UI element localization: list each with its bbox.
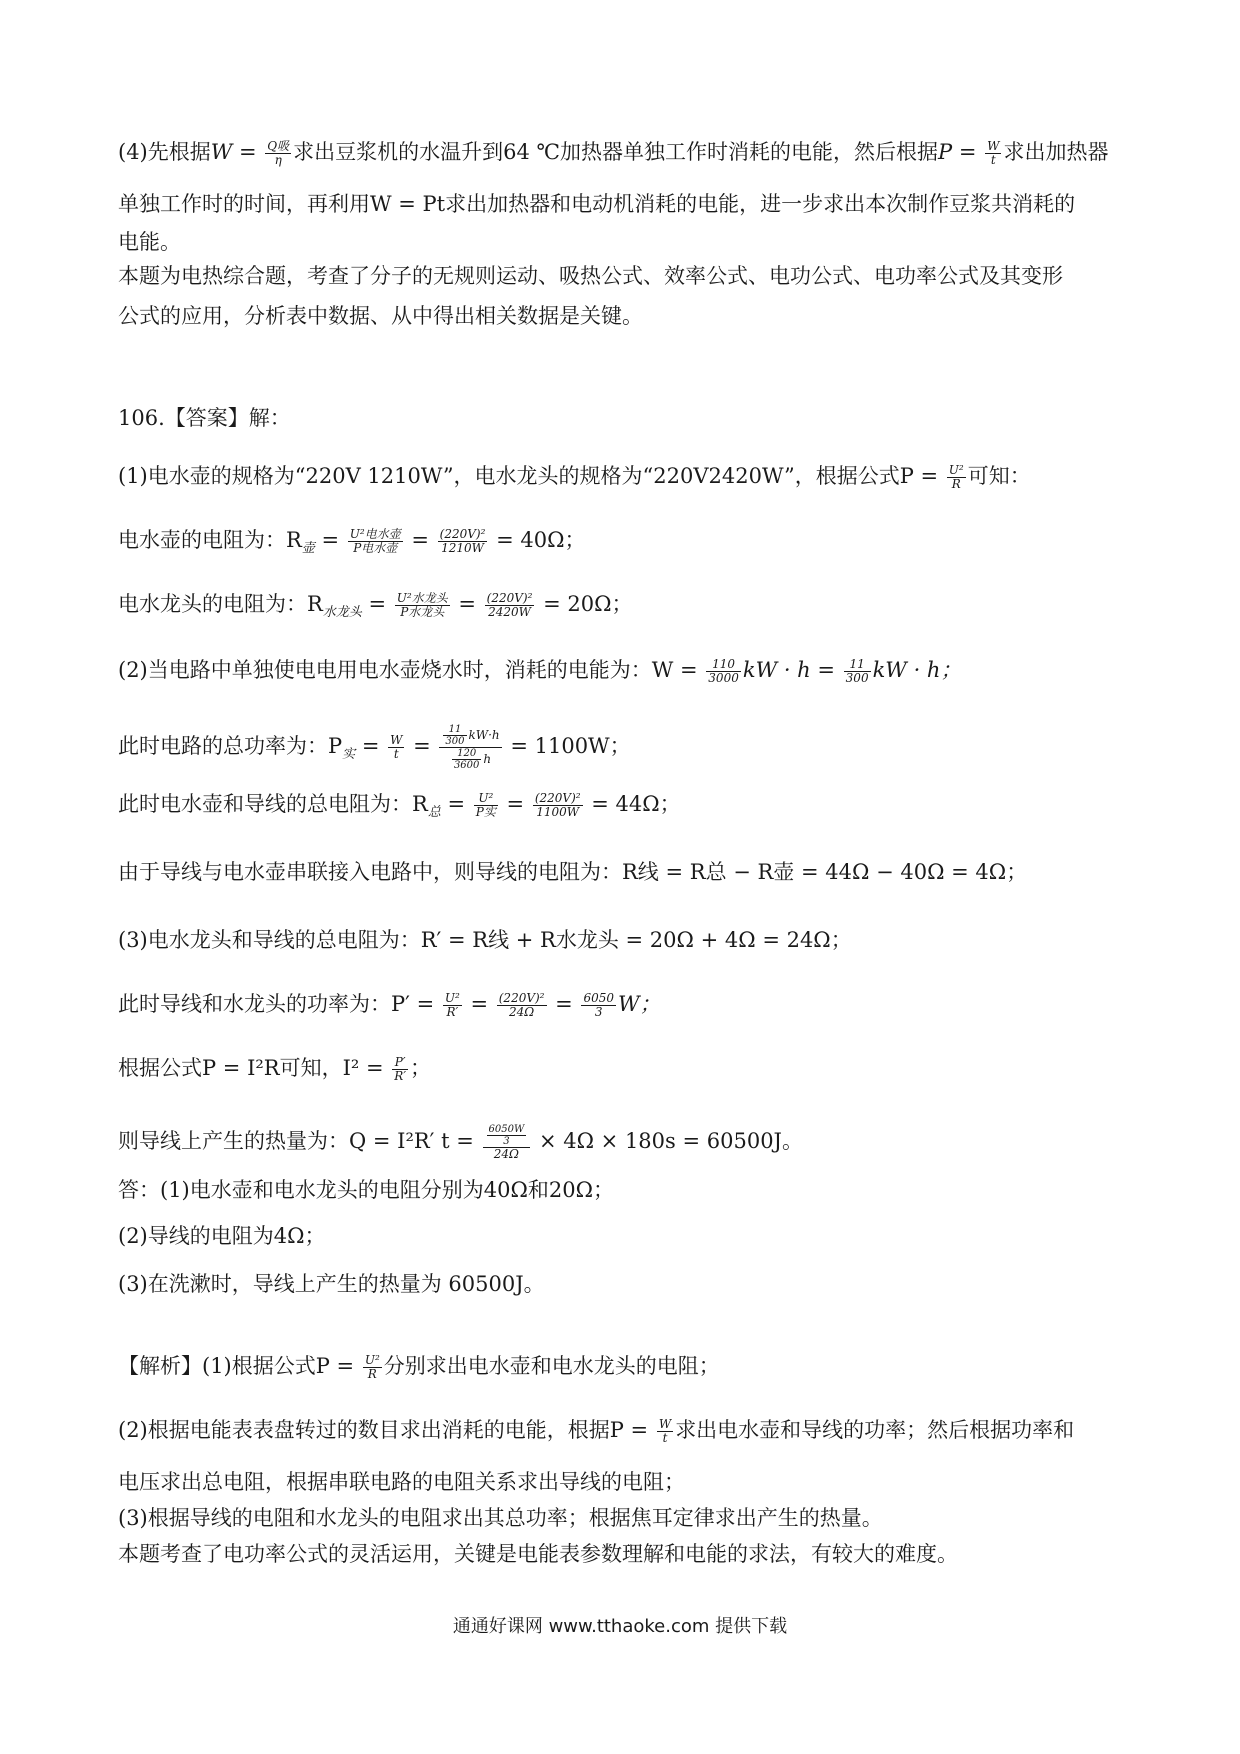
answer-conclusion-1: 答：(1)电水壶和电水龙头的电阻分别为40Ω和20Ω；: [118, 1178, 615, 1202]
answer-line8: (3)电水龙头和导线的总电阻为：R′ = R线 + R水龙头 = 20Ω + 4Ω = 24Ω；: [118, 928, 852, 952]
denominator: t: [990, 153, 996, 167]
para4-line3: 电能。: [118, 230, 181, 254]
text: 【解析】(1)根据公式P =: [118, 1354, 355, 1378]
numerator: U²: [474, 792, 498, 806]
text: = 40Ω；: [496, 528, 586, 552]
fraction: [443, 724, 466, 747]
answer-line4: [118, 656, 961, 685]
answer-line2: 电水壶的电阻为：$R_壶$ = $\frac{\text{U²电水壶}}{\text{P电水壶}}$ = $\frac{\text{(220V)²}}{1210W}$ = 40Ω；: [118, 527, 586, 557]
denominator: t: [393, 747, 399, 761]
numerator: 11: [844, 658, 871, 672]
subscript: 水龙头: [322, 605, 362, 621]
numerator: U²电水壶: [349, 527, 401, 541]
text: 此时导线和水龙头的功率为：P′ =: [118, 992, 435, 1016]
text: 求出加热器: [1003, 140, 1109, 164]
fraction: [395, 592, 450, 619]
numerator: [439, 724, 501, 748]
denominator: P实: [475, 805, 496, 819]
para4-line5: 公式的应用，分析表中数据、从中得出相关数据是关键。: [118, 304, 643, 328]
fraction: [844, 658, 871, 685]
para4-line1: [118, 138, 1108, 167]
analysis-line4: (3)根据导线的电阻和水龙头的电阻求出其总功率；根据焦耳定律求出产生的热量。: [118, 1506, 883, 1530]
denominator: η: [274, 153, 282, 167]
denominator: 1210W: [441, 541, 484, 555]
text: (2)根据电能表表盘转过的数目求出消耗的电能，根据P =: [118, 1418, 649, 1442]
fraction: [474, 792, 498, 819]
denominator: t: [662, 1431, 668, 1445]
text: 根据公式P = I²R可知，I² =: [118, 1056, 384, 1080]
fraction: [657, 1418, 673, 1445]
numerator: W: [658, 1417, 672, 1431]
denominator: 24Ω: [493, 1147, 519, 1161]
denominator: 300: [845, 671, 869, 685]
numerator: (220V)²: [486, 591, 533, 605]
numerator: U²: [364, 1353, 380, 1367]
para4-line2: 单独工作时的时间，再利用W = Pt求出加热器和电动机消耗的电能，进一步求出本次制作豆浆共消耗的: [118, 192, 1076, 216]
text: = 1100W；: [510, 734, 631, 758]
analysis-line3: 电压求出总电阻，根据串联电路的电阻关系求出导线的电阻；: [118, 1470, 685, 1494]
subscript: 总: [427, 805, 441, 821]
denominator: R: [367, 1367, 377, 1381]
formula: W；: [618, 992, 661, 1016]
numerator: U²水龙头: [396, 591, 448, 605]
text: 则导线上产生的热量为：Q = I²R′ t =: [118, 1129, 474, 1153]
text: = 20Ω；: [543, 592, 633, 616]
subscript: 实: [342, 747, 356, 763]
numerator: (220V)²: [498, 991, 545, 1005]
denominator: P水龙头: [400, 605, 445, 619]
fraction: [438, 528, 488, 555]
text: (2)当电路中单独使电电用电水壶烧水时，消耗的电能为：W =: [118, 658, 698, 682]
numerator: U²: [948, 463, 964, 477]
fraction: [363, 1354, 382, 1381]
formula: P =: [938, 140, 977, 164]
fraction: [487, 1124, 527, 1147]
answer-heading: 106.【答案】解：: [118, 406, 291, 430]
fraction: [706, 658, 741, 685]
fraction: [497, 992, 547, 1019]
numerator: P′: [392, 1056, 408, 1070]
answer-line3: 电水龙头的电阻为：$R_{水龙头}$ = $\frac{\text{U²水龙头}}{\text{P水龙头}}$ = $\frac{\text{(220V)²}}{2420W}$ = 20Ω；: [118, 591, 633, 621]
text: 分别求出电水壶和电水龙头的电阻；: [383, 1354, 720, 1378]
text: = 44Ω；: [591, 792, 681, 816]
fraction: [581, 992, 616, 1019]
numerator: 120: [452, 748, 481, 760]
text: × 4Ω × 180s = 60500J。: [538, 1129, 803, 1153]
fraction: [265, 140, 291, 167]
text: 可知：: [967, 464, 1031, 488]
fraction: [533, 792, 583, 819]
denominator: R′: [446, 1005, 459, 1019]
fraction: [392, 1056, 408, 1083]
page-footer: 通通好课网 www.tthaoke.com 提供下载: [452, 1616, 788, 1637]
analysis-line5: 本题考查了电功率公式的灵活运用，关键是电能表参数理解和电能的求法，有较大的难度。: [118, 1542, 958, 1566]
numerator: W: [987, 139, 1000, 153]
numerator: 11: [443, 724, 466, 736]
analysis-line1: [118, 1352, 720, 1381]
subscript: 壶: [301, 541, 315, 557]
fraction: [388, 734, 404, 761]
denominator: 24Ω: [509, 1005, 535, 1019]
para4-line4: 本题为电热综合题，考查了分子的无规则运动、吸热公式、效率公式、电功公式、电功率公式及其变形: [118, 264, 1063, 288]
answer-line1: [118, 462, 1031, 491]
denominator: 1100W: [536, 805, 580, 819]
numerator: [483, 1124, 531, 1148]
numerator: U²: [444, 991, 460, 1005]
denominator: P电水壶: [353, 541, 398, 555]
answer-line10: [118, 1054, 431, 1083]
compound-fraction: [483, 1124, 531, 1161]
numerator: Q吸: [267, 139, 290, 153]
text: (1)电水壶的规格为“220V 1210W”，电水龙头的规格为“220V2420W”，根据公式P =: [118, 464, 939, 488]
answer-line6: 此时电水壶和导线的总电阻为：$R_总$ = $\frac{\text{U²}}{\text{P实}}$ = $\frac{\text{(220V)²}}{1100W}$ = 44Ω；: [118, 791, 681, 821]
text: 此时电路的总功率为：P: [118, 734, 343, 758]
answer-conclusion-2: (2)导线的电阻为4Ω；: [118, 1224, 326, 1248]
numerator: 6050W: [488, 1124, 525, 1135]
numerator: (220V)²: [439, 527, 486, 541]
unit: kW·h: [468, 728, 500, 742]
formula: kW · h =: [742, 658, 835, 682]
compound-fraction: [439, 724, 501, 771]
text: 求出豆浆机的水温升到64 ℃加热器单独工作时消耗的电能，然后根据: [293, 140, 939, 164]
numerator: 110: [706, 658, 741, 672]
fraction: [348, 528, 403, 555]
text: 此时电水壶和导线的总电阻为：R: [118, 792, 428, 816]
answer-line11: [118, 1124, 803, 1161]
text: 求出电水壶和导线的功率；然后根据功率和: [675, 1418, 1075, 1442]
text: ；: [410, 1056, 432, 1080]
fraction: [443, 992, 462, 1019]
answer-line5: 此时电路的总功率为：$P_实$ = $\frac{W}{t}$ = $\frac{11}{300}$ kW·h $\frac{120}{3600}$ h = 1100W；: [118, 724, 631, 771]
denominator: 2420W: [488, 605, 531, 619]
denominator: 3: [594, 1005, 603, 1019]
fraction: [452, 748, 481, 771]
denominator: R′: [394, 1069, 407, 1083]
denominator: 300: [445, 736, 465, 747]
denominator: 3: [503, 1136, 510, 1147]
formula: W =: [210, 140, 257, 164]
formula: kW · h；: [872, 658, 962, 682]
numerator: 6050: [583, 991, 614, 1005]
text: (4)先根据: [118, 140, 211, 164]
unit: h: [483, 752, 492, 766]
denominator: 3600: [453, 760, 480, 771]
analysis-line2: [118, 1416, 1074, 1445]
fraction: [985, 140, 1001, 167]
fraction: [947, 464, 966, 491]
numerator: W: [390, 733, 403, 747]
text: 电水壶的电阻为：R: [118, 528, 302, 552]
denominator: [439, 748, 501, 771]
denominator: 3000: [708, 671, 739, 685]
numerator: (220V)²: [534, 791, 581, 805]
answer-line7: 由于导线与电水壶串联接入电路中，则导线的电阻为：R线 = R总 − R壶 = 44Ω − 40Ω = 4Ω；: [118, 860, 1028, 884]
answer-line9: 此时导线和水龙头的功率为：P′ = $\frac{\text{U²}}{R'}$ = $\frac{\text{(220V)²}}{24\Omega}$ = $\frac{6050}{3}$ W；: [118, 991, 661, 1019]
fraction: [485, 592, 535, 619]
denominator: R: [951, 477, 961, 491]
answer-conclusion-3: (3)在洗漱时，导线上产生的热量为 60500J。: [118, 1272, 545, 1296]
text: 电水龙头的电阻为：R: [118, 592, 323, 616]
